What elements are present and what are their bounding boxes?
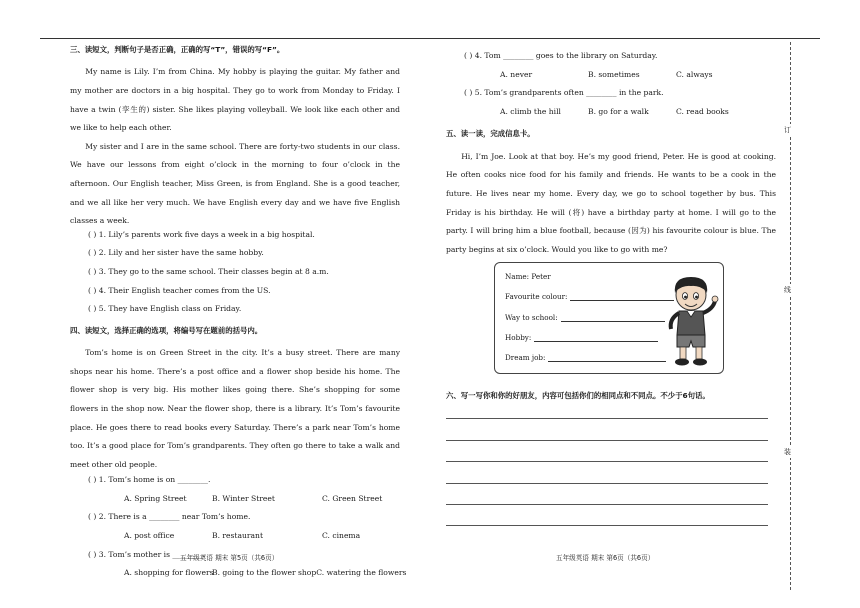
option-c[interactable]: C. Green Street	[322, 493, 383, 503]
hobby-blank[interactable]	[534, 333, 658, 342]
tf-question[interactable]: ( ) 3. They go to the same school. Their classes begin at 8 a.m.	[88, 266, 329, 276]
section-3-title: 三、读短文，判断句子是否正确，正确的写“T”，错误的写“F”。	[70, 45, 285, 54]
option-a[interactable]: A. never	[500, 69, 533, 79]
tf-question[interactable]: ( ) 2. Lily and her sister have the same hobby.	[88, 248, 264, 258]
cartoon-boy-icon	[663, 273, 719, 369]
option-b[interactable]: B. Winter Street	[212, 493, 275, 503]
card-field-favourite-colour	[505, 292, 674, 301]
way-to-school-blank[interactable]	[561, 313, 665, 322]
writing-line[interactable]	[446, 504, 768, 505]
page-footer-right: 五年级英语 期末 第6页（共6页）	[556, 554, 655, 562]
passage-paragraph: Hi, I’m Joe. Look at that boy. He’s my good friend, Peter. He is good at cooking. He often cooks nice food for his family and friends. He wants to be a cook in the future. He lives near my home. Every day, we go to school together by bus. This Friday is his birthday. He will (将) have a birthday party at home. I will go to the party. I will bring him a blue football, because (因为) his favourite colour is blue. The party begins at six o’clock. Would you like to go with me?	[446, 151, 776, 254]
tf-question[interactable]: ( ) 5. They have English class on Friday.	[88, 304, 242, 314]
mc-question[interactable]: ( ) 2. There is a ________ near Tom’s home.	[88, 512, 251, 522]
option-b[interactable]: B. go for a walk	[588, 106, 649, 116]
passage-paragraph: Tom’s home is on Green Street in the city. It’s a busy street. There are many shops near his home. There’s a post office and a flower shop beside his home. The flower shop is very big. His mother likes going there. She’s shopping for some flowers in the shop now. Near the flower shop, there is a library. It’s Tom’s favourite place. He goes there to read books every Saturday. There’s a park near Tom’s home too. It’s a good place for Tom’s grandparents. They often go there to take a walk and meet other old people.	[70, 348, 400, 469]
writing-line[interactable]	[446, 440, 768, 441]
option-c[interactable]: C. cinema	[322, 531, 361, 541]
option-b[interactable]: B. sometimes	[588, 69, 640, 79]
field-label: Favourite colour:	[505, 292, 568, 301]
card-field-hobby	[505, 333, 658, 342]
option-c[interactable]: C. watering the flowers	[316, 568, 407, 578]
passage-paragraph: My name is Lily. I’m from China. My hobby is playing the guitar. My father and my mother are doctors in a big hospital. They go to work from Monday to Friday. I have a twin (孪生的) sister. She likes playing volleyball. We look like each other and we like to help each other.	[70, 67, 400, 133]
mc-options	[88, 495, 400, 514]
mc-options	[464, 108, 776, 127]
left-page	[70, 45, 407, 588]
option-b[interactable]: B. restaurant	[212, 531, 263, 541]
section-4-passage	[70, 344, 400, 474]
margin-char: 订	[784, 126, 791, 134]
option-a[interactable]: A. post office	[124, 531, 175, 541]
card-field-way-to-school	[505, 313, 665, 322]
card-name: Name: Peter	[505, 272, 551, 281]
writing-line[interactable]	[446, 461, 768, 462]
section-6-title: 六、写一写你和你的好朋友，内容可包括你们的相同点和不同点。不少于6句话。	[446, 391, 710, 400]
option-a[interactable]: A. climb the hill	[500, 106, 561, 116]
writing-line[interactable]	[446, 483, 768, 484]
passage-paragraph: My sister and I are in the same school. There are forty-two students in our class. We have our lessons from eight o’clock in the morning to four o’clock in the afternoon. Our English teacher, Miss Green, is from England. She is a good teacher, and we all like her very much. We have English every day and we have five English classes a week.	[70, 141, 400, 226]
favourite-colour-blank[interactable]	[570, 292, 674, 301]
mc-question[interactable]: ( ) 5. Tom’s grandparents often ________ in the park.	[464, 88, 664, 98]
info-card	[494, 262, 724, 374]
section-3-passage	[70, 63, 400, 230]
right-page	[446, 52, 776, 259]
mc-options	[88, 532, 400, 551]
field-label: Dream job:	[505, 353, 546, 362]
tf-question[interactable]: ( ) 1. Lily’s parents work five days a week in a big hospital.	[88, 229, 315, 239]
mc-options	[464, 71, 776, 90]
option-a[interactable]: A. shopping for flowers	[124, 568, 214, 578]
margin-char: 装	[784, 448, 791, 456]
dream-job-blank[interactable]	[548, 353, 666, 362]
option-c[interactable]: C. always	[676, 69, 713, 79]
section-4-title: 四、读短文，选择正确的选项，将编号写在题前的括号内。	[70, 325, 263, 335]
mc-question[interactable]: ( ) 1. Tom’s home is on ________.	[88, 475, 211, 485]
page-footer-left: 五年级英语 期末 第5页（共6页）	[180, 554, 279, 562]
mc-options	[88, 568, 407, 588]
section-5-title: 五、读一读，完成信息卡。	[446, 129, 535, 139]
top-rule	[40, 38, 820, 39]
field-label: Hobby:	[505, 333, 532, 342]
option-b[interactable]: B. going to the flower shop	[212, 568, 317, 578]
margin-char: 线	[784, 286, 791, 294]
card-field-dream-job	[505, 353, 666, 362]
writing-line[interactable]	[446, 418, 768, 419]
field-label: Way to school:	[505, 313, 558, 322]
mc-question[interactable]: ( ) 4. Tom ________ goes to the library on Saturday.	[464, 51, 658, 60]
section-5-passage	[446, 148, 776, 260]
option-a[interactable]: A. Spring Street	[124, 493, 187, 503]
option-c[interactable]: C. read books	[676, 106, 729, 116]
writing-line[interactable]	[446, 525, 768, 526]
tf-question[interactable]: ( ) 4. Their English teacher comes from the US.	[88, 285, 271, 295]
mc-question[interactable]: ( ) 3. Tom’s mother is ________.	[88, 549, 206, 559]
